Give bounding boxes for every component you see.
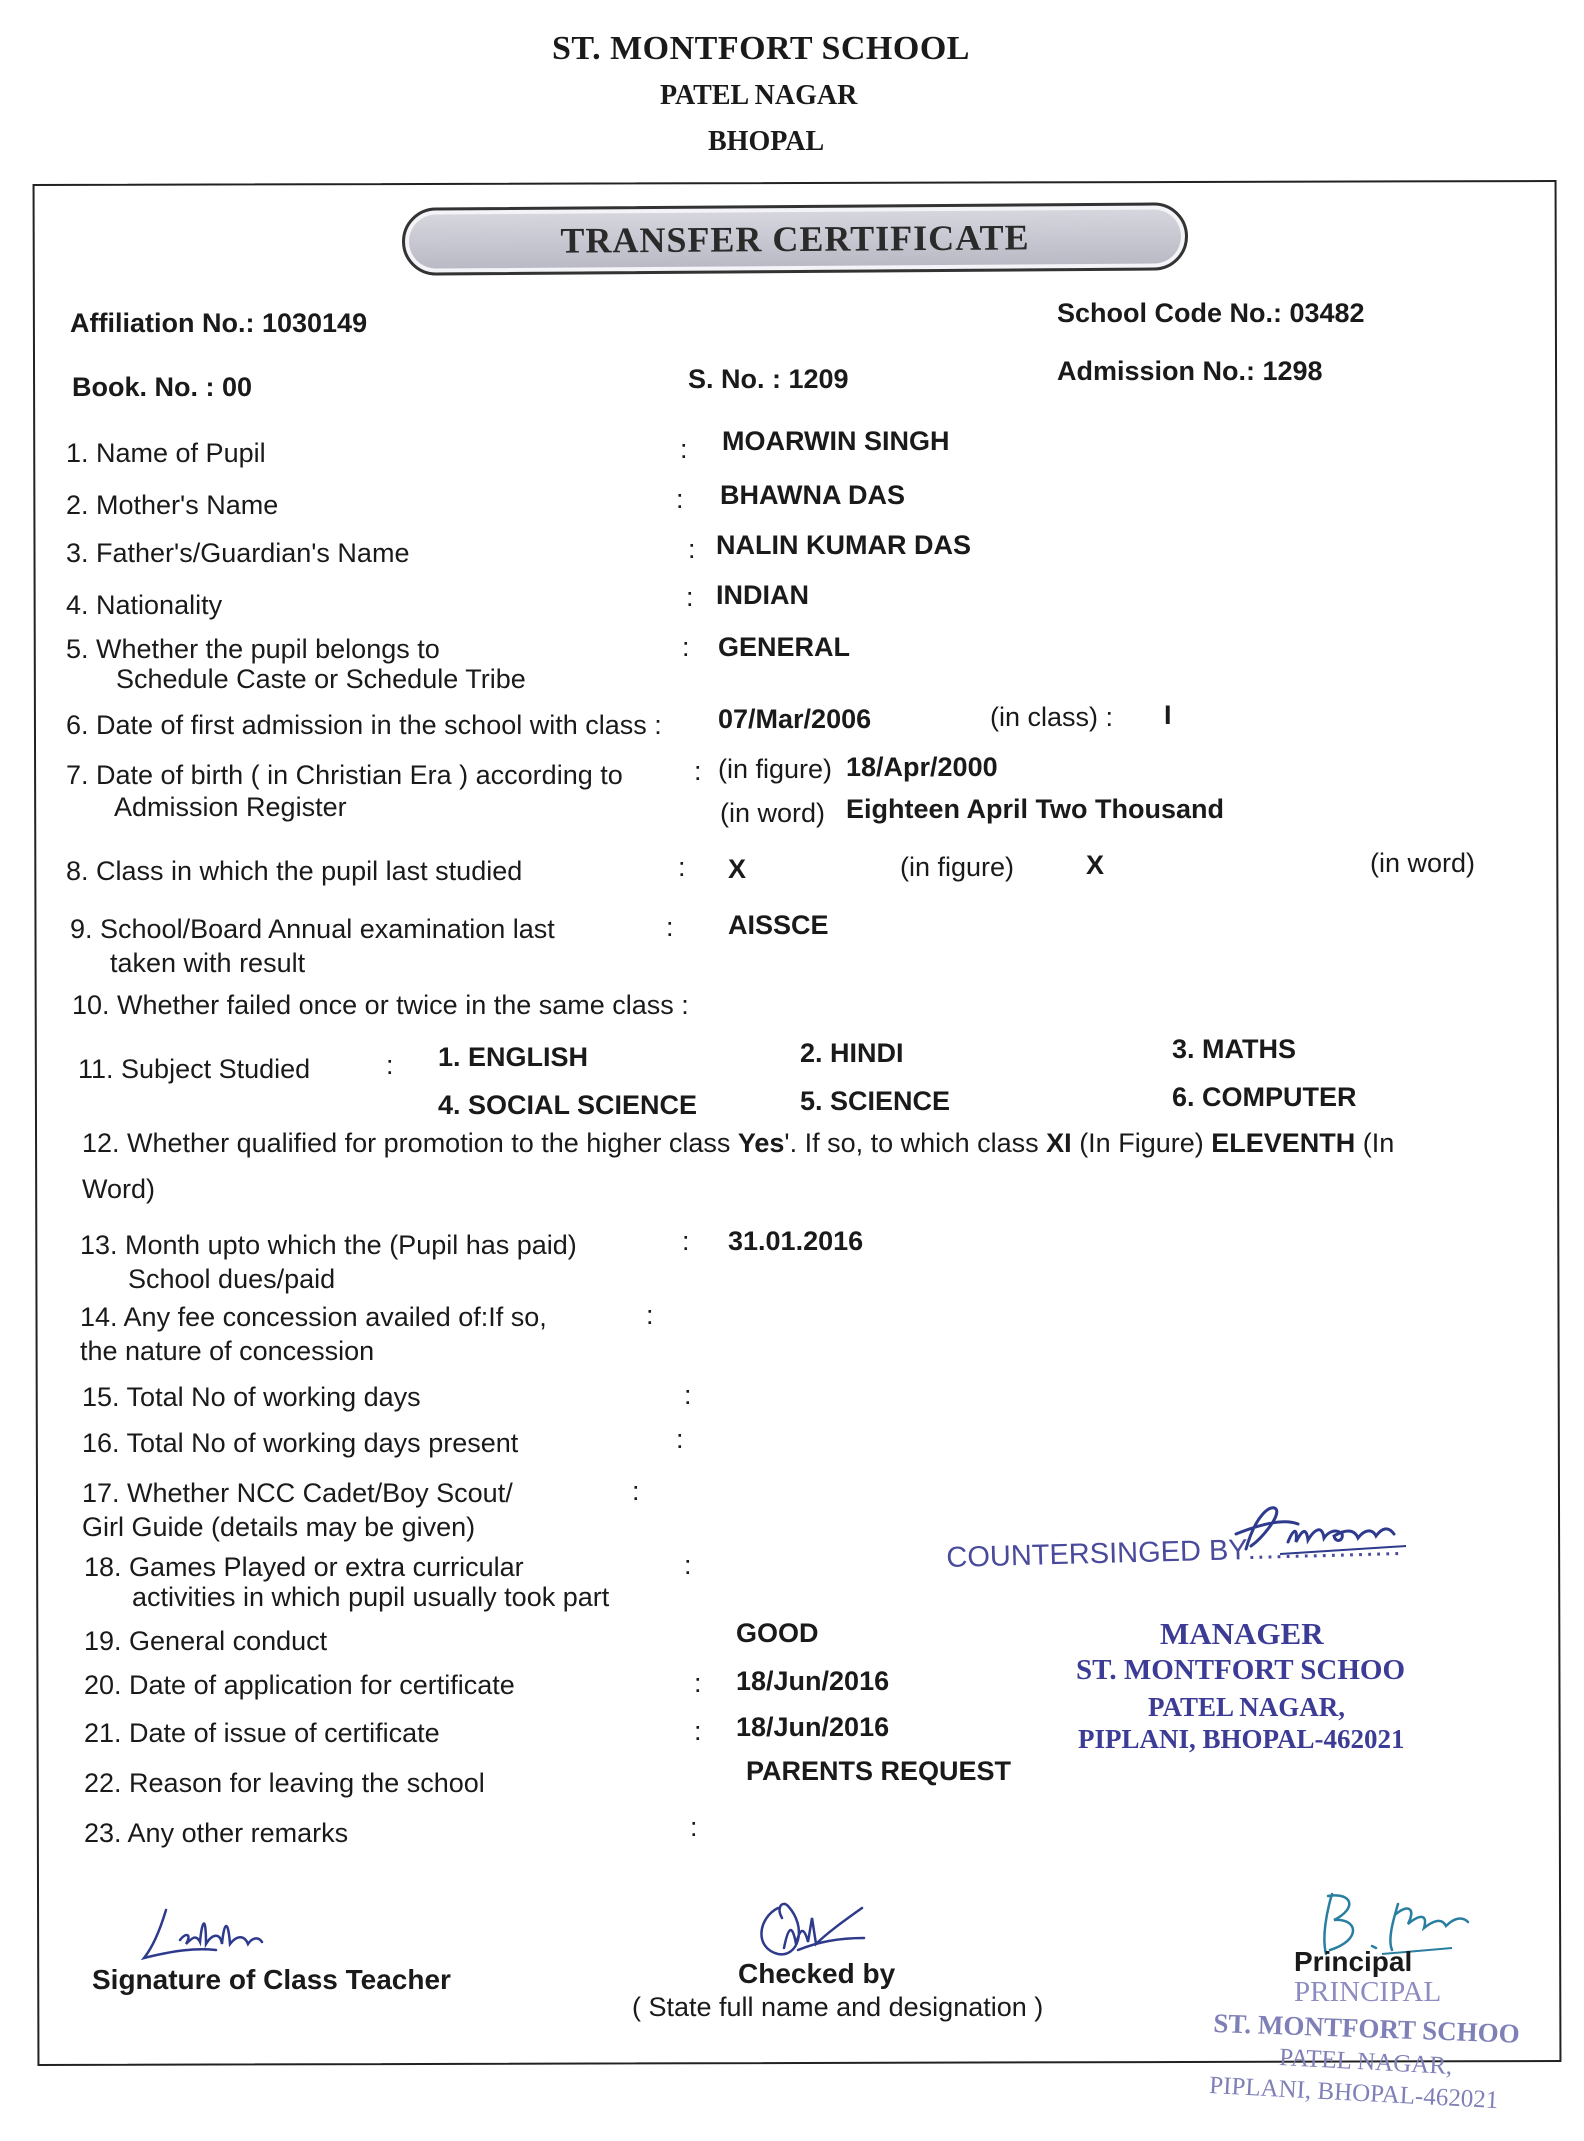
- manager-stamp-city: PIPLANI, BHOPAL-462021: [1078, 1724, 1405, 1754]
- countersigned-dots: .................: [1247, 1530, 1402, 1567]
- row-16-colon: :: [676, 1424, 684, 1454]
- row-13-label-line2: School dues/paid: [128, 1264, 336, 1294]
- row-21-colon: :: [694, 1716, 702, 1746]
- row-9-label: 9. School/Board Annual examination last: [70, 914, 555, 944]
- principal-stamp-city: PIPLANI, BHOPAL-462021: [1208, 2072, 1499, 2115]
- subject-5: 5. SCIENCE: [800, 1086, 951, 1116]
- row-12-class-word: ELEVENTH: [1211, 1128, 1356, 1158]
- row-7-label: 7. Date of birth ( in Christian Era ) according to: [66, 760, 623, 790]
- subject-4: 4. SOCIAL SCIENCE: [438, 1090, 698, 1120]
- subject-3: 3. MATHS: [1172, 1034, 1297, 1064]
- manager-stamp-area: PATEL NAGAR,: [1148, 1692, 1346, 1722]
- row-20-value: 18/Jun/2016: [736, 1666, 890, 1696]
- row-12-text-1: 12. Whether qualified for promotion to the higher class: [82, 1128, 738, 1158]
- row-8-figure-label: (in figure): [900, 852, 1015, 882]
- row-4-value: INDIAN: [716, 580, 809, 610]
- row-6-class-value: I: [1164, 700, 1172, 730]
- row-12-yes: Yes: [737, 1128, 785, 1158]
- checked-by-signature: [738, 1888, 878, 1968]
- certificate-title: TRANSFER CERTIFICATE: [560, 217, 1030, 261]
- affiliation-number: Affiliation No.: 1030149: [70, 308, 368, 338]
- row-2-label: 2. Mother's Name: [66, 490, 279, 520]
- row-7-word-value: Eighteen April Two Thousand: [846, 794, 1224, 824]
- row-18-colon: :: [684, 1550, 692, 1580]
- row-8-colon: :: [678, 852, 686, 882]
- row-12-label-line2: Word): [82, 1174, 156, 1204]
- principal-stamp-title: PRINCIPAL: [1294, 1976, 1442, 2008]
- row-13-colon: :: [682, 1226, 690, 1256]
- row-1-colon: :: [680, 434, 688, 464]
- row-5-label: 5. Whether the pupil belongs to: [66, 634, 440, 664]
- row-16-label: 16. Total No of working days present: [82, 1428, 519, 1458]
- row-1-label: 1. Name of Pupil: [66, 438, 266, 468]
- row-12-text-2: '. If so, to which class: [784, 1128, 1047, 1158]
- row-8-figure-value: X: [728, 854, 747, 884]
- row-20-label: 20. Date of application for certificate: [84, 1670, 515, 1700]
- row-17-colon: :: [632, 1476, 640, 1506]
- row-9-label-line2: taken with result: [110, 948, 306, 978]
- row-12-label: [82, 1128, 1394, 1159]
- checked-by-label: Checked by: [738, 1958, 896, 1989]
- row-13-label: 13. Month upto which the (Pupil has paid): [80, 1230, 577, 1260]
- countersigned-label: COUNTERSINGED BY: [946, 1534, 1249, 1574]
- row-6-class-label: (in class) :: [990, 702, 1114, 732]
- row-5-value: GENERAL: [718, 632, 851, 662]
- row-13-value: 31.01.2016: [728, 1226, 864, 1256]
- row-1-value: MOARWIN SINGH: [722, 426, 950, 456]
- row-23-label: 23. Any other remarks: [84, 1818, 349, 1848]
- row-5-label-line2: Schedule Caste or Schedule Tribe: [116, 664, 526, 694]
- row-7-figure-label: (in figure): [718, 754, 833, 784]
- row-15-colon: :: [684, 1380, 692, 1410]
- row-3-label: 3. Father's/Guardian's Name: [66, 538, 410, 568]
- principal-stamp-school: ST. MONTFORT SCHOO: [1212, 2008, 1521, 2049]
- class-teacher-signature-label: Signature of Class Teacher: [92, 1964, 451, 1995]
- row-21-value: 18/Jun/2016: [736, 1712, 890, 1742]
- row-12-class-figure: XI: [1046, 1128, 1072, 1158]
- manager-signature: [1226, 1494, 1426, 1567]
- row-3-colon: :: [688, 534, 696, 564]
- subject-2: 2. HINDI: [800, 1038, 904, 1068]
- row-14-colon: :: [646, 1300, 654, 1330]
- row-7-label-line2: Admission Register: [114, 792, 347, 822]
- school-city: BHOPAL: [708, 126, 825, 157]
- row-12-text-3: (In Figure): [1071, 1128, 1212, 1158]
- row-17-label-line2: Girl Guide (details may be given): [82, 1512, 476, 1542]
- row-10-label: 10. Whether failed once or twice in the same class :: [72, 990, 689, 1020]
- principal-label: Principal: [1294, 1946, 1413, 1977]
- row-6-value: 07/Mar/2006: [718, 704, 872, 734]
- title-banner: [402, 202, 1188, 275]
- row-15-label: 15. Total No of working days: [82, 1382, 421, 1412]
- school-code: School Code No.: 03482: [1057, 298, 1365, 328]
- row-18-label-line2: activities in which pupil usually took part: [132, 1582, 610, 1612]
- row-4-label: 4. Nationality: [66, 590, 223, 620]
- row-2-value: BHAWNA DAS: [720, 480, 905, 510]
- row-20-colon: :: [694, 1668, 702, 1698]
- admission-number: Admission No.: 1298: [1057, 356, 1323, 386]
- subject-6: 6. COMPUTER: [1172, 1082, 1357, 1112]
- row-23-colon: :: [690, 1812, 698, 1842]
- row-19-value: GOOD: [736, 1618, 819, 1648]
- row-6-label: 6. Date of first admission in the school with class :: [66, 710, 662, 740]
- principal-stamp-area: PATEL NAGAR,: [1278, 2044, 1453, 2081]
- row-7-colon: :: [694, 756, 702, 786]
- row-11-colon: :: [386, 1050, 394, 1080]
- row-8-label: 8. Class in which the pupil last studied: [66, 856, 523, 886]
- class-teacher-signature: [136, 1900, 286, 1966]
- row-4-colon: :: [686, 582, 694, 612]
- row-12-text-4: (In: [1355, 1128, 1395, 1158]
- book-number: Book. No. : 00: [72, 372, 253, 402]
- row-8-word-value: X: [1086, 850, 1105, 880]
- manager-stamp-title: MANAGER: [1160, 1616, 1324, 1651]
- row-8-word-label: (in word): [1370, 848, 1476, 878]
- row-5-colon: :: [682, 632, 690, 662]
- row-3-value: NALIN KUMAR DAS: [716, 530, 971, 560]
- checked-by-note: ( State full name and designation ): [632, 1992, 1044, 2022]
- row-17-label: 17. Whether NCC Cadet/Boy Scout/: [82, 1478, 513, 1508]
- row-14-label: 14. Any fee concession availed of:If so,: [80, 1302, 547, 1332]
- row-19-label: 19. General conduct: [84, 1626, 328, 1656]
- row-7-word-label: (in word): [720, 798, 826, 828]
- school-area: PATEL NAGAR: [660, 80, 858, 111]
- row-11-label: 11. Subject Studied: [78, 1054, 311, 1084]
- subject-1: 1. ENGLISH: [438, 1042, 589, 1072]
- serial-number: S. No. : 1209: [688, 364, 849, 394]
- manager-stamp-school: ST. MONTFORT SCHOO: [1076, 1654, 1406, 1686]
- row-22-label: 22. Reason for leaving the school: [84, 1768, 485, 1798]
- row-2-colon: :: [676, 484, 684, 514]
- row-14-label-line2: the nature of concession: [80, 1336, 375, 1366]
- row-9-value: AISSCE: [728, 910, 829, 940]
- row-9-colon: :: [666, 912, 674, 942]
- school-name: ST. MONTFORT SCHOOL: [552, 30, 970, 67]
- row-22-value: PARENTS REQUEST: [746, 1756, 1012, 1786]
- row-21-label: 21. Date of issue of certificate: [84, 1718, 440, 1748]
- row-18-label: 18. Games Played or extra curricular: [84, 1552, 524, 1582]
- row-7-figure-value: 18/Apr/2000: [846, 752, 998, 782]
